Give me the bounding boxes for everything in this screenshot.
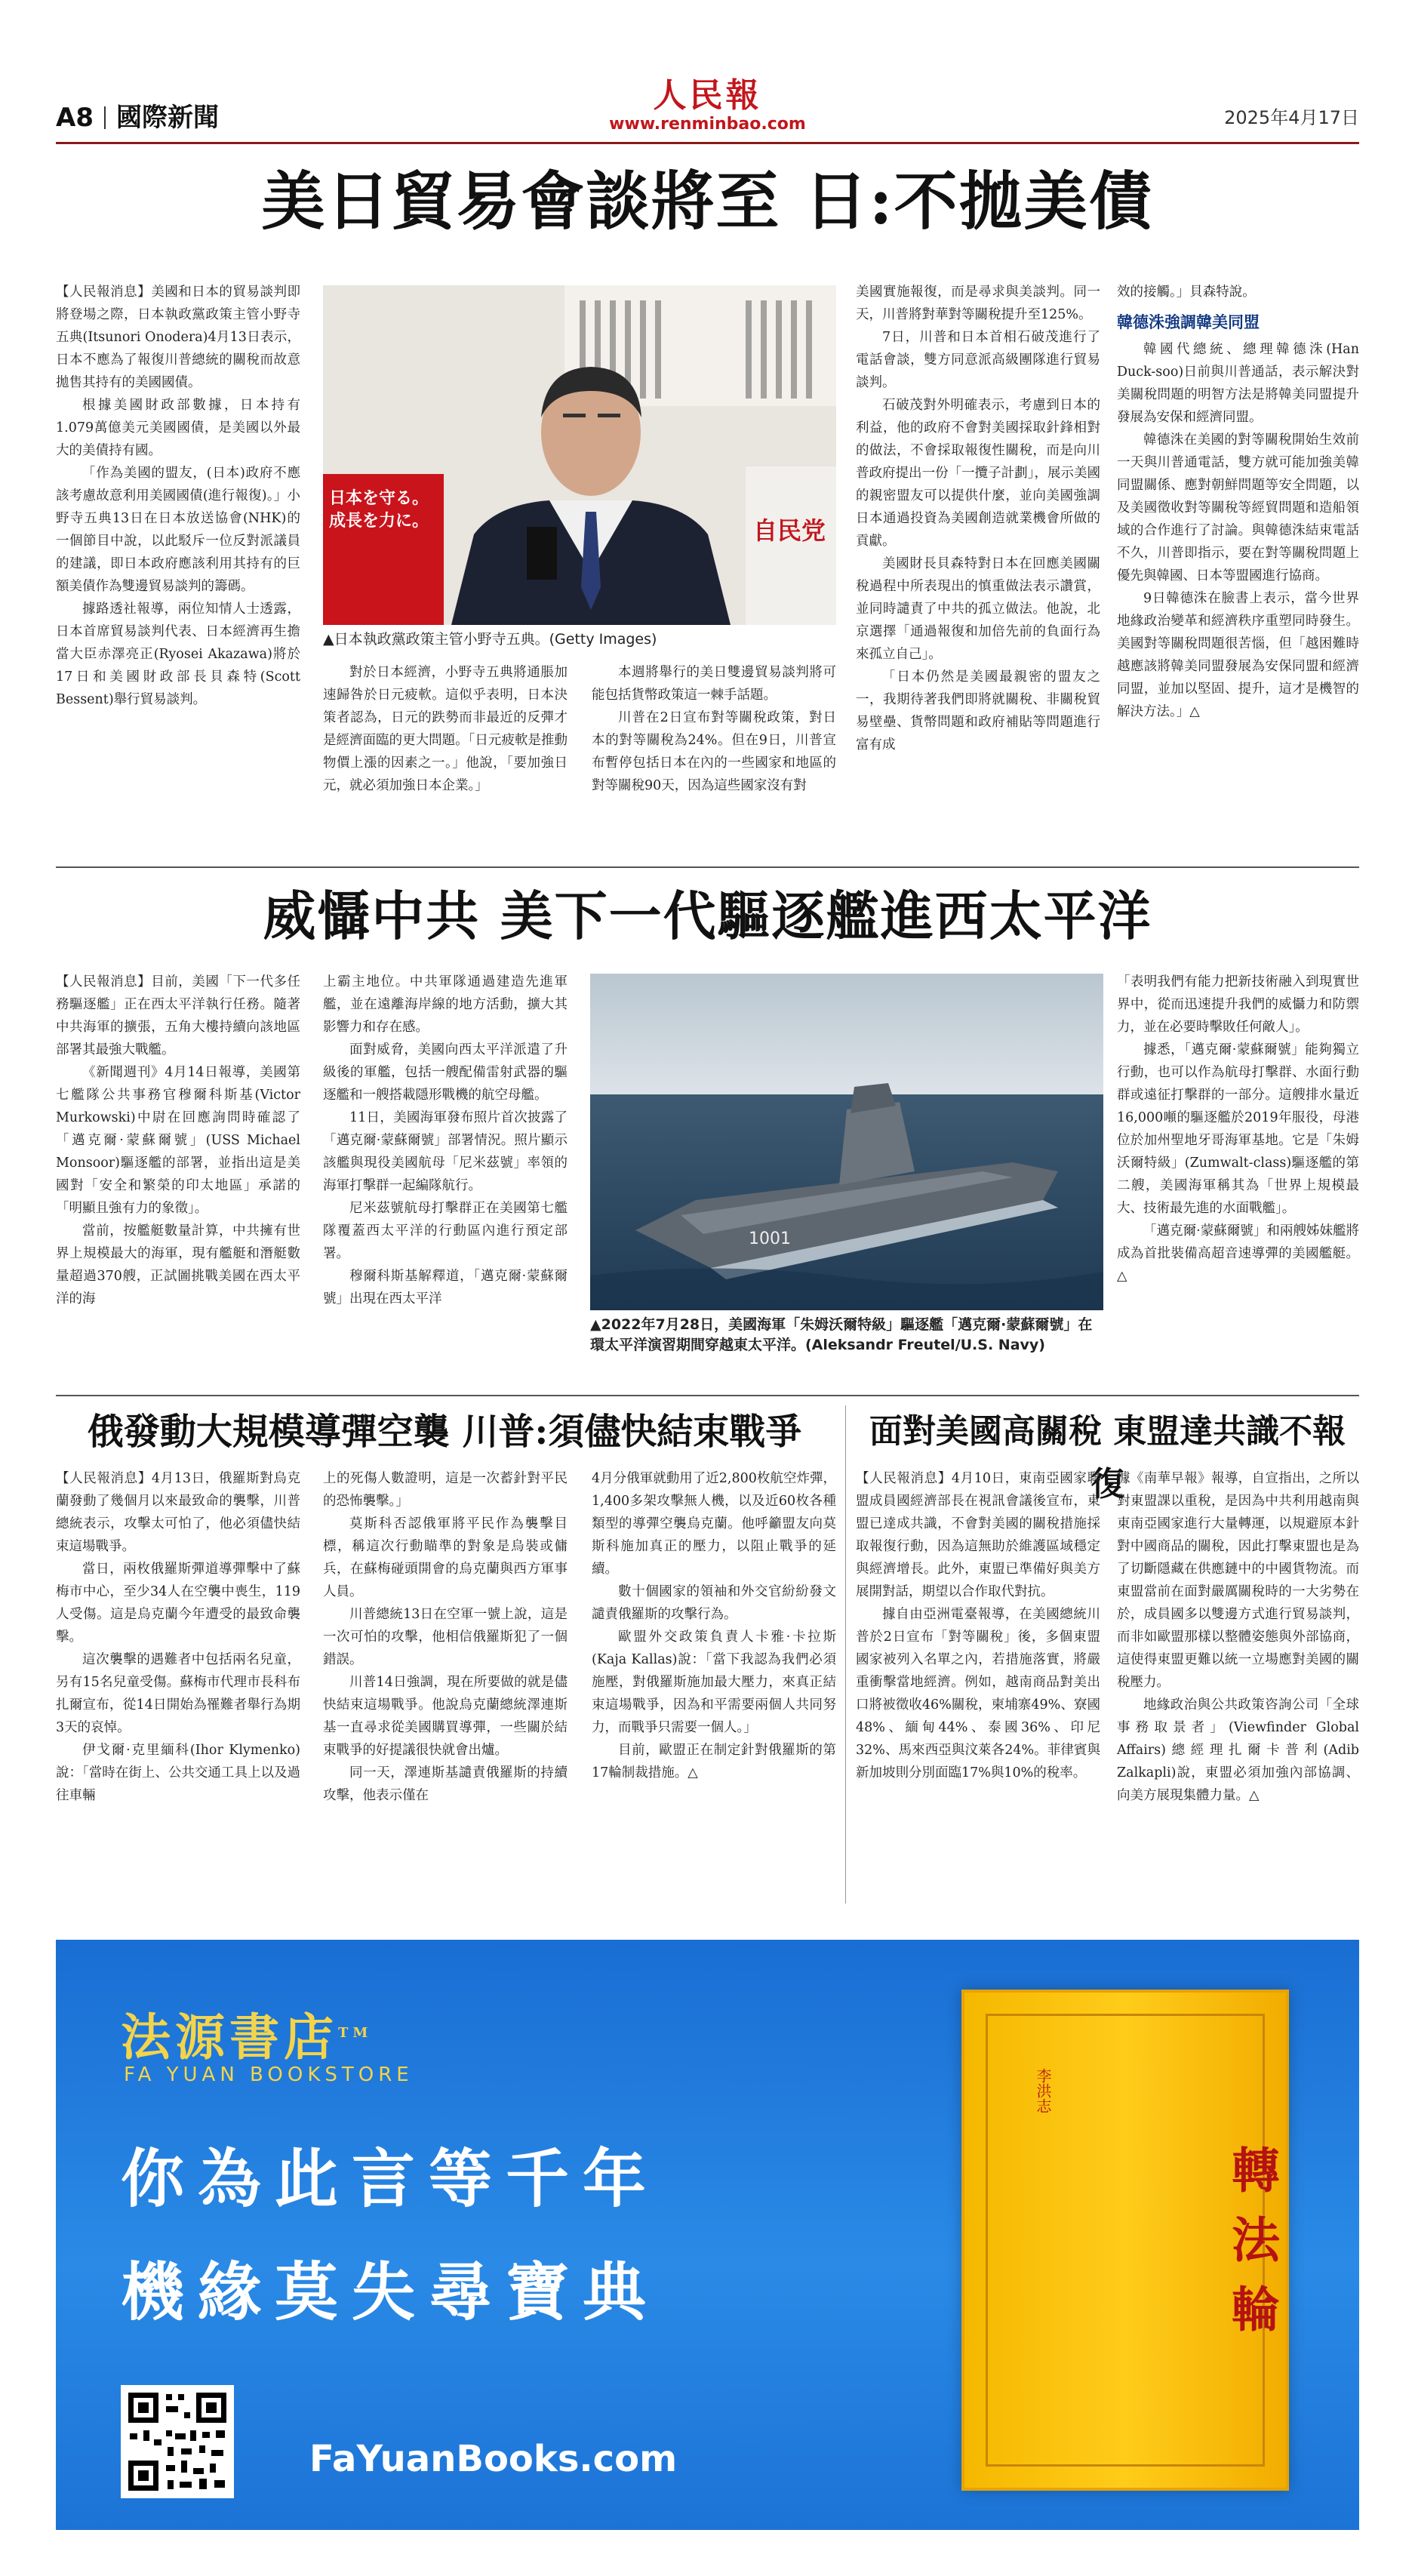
ad-website-link[interactable]: FaYuanBooks.com [309, 2438, 678, 2480]
masthead [604, 77, 811, 134]
article3-col2 [323, 1467, 568, 1807]
ad-brand-tm: TM [338, 2025, 373, 2041]
qr-code-graphic [121, 2385, 234, 2498]
article3-col1 [56, 1467, 300, 1807]
issue-date: 2025年4月17日 [1224, 107, 1359, 128]
header-divider [104, 106, 106, 129]
paragraph: 11日，美國海軍發布照片首次披露了「邁克爾·蒙蘇爾號」部署情況。照片顯示該艦與現役美國航母「尼米茲號」率領的海軍打擊群一起編隊航行。 [323, 1110, 568, 1193]
paragraph: 對於日本經濟，小野寺五典將通脹加速歸咎於日元疲軟。這似乎表明，日本決策者認為，日元的跌勢而非最近的反彈才是經濟面臨的更大問題。「日元疲軟是推動物價上漲的因素之一。」他說，「要加強日元，就必須加強日本企業。」 [323, 665, 568, 793]
paragraph: 上霸主地位。中共軍隊通過建造先進軍艦，並在遠離海岸線的地方活動，擴大其影響力和存在感。 [323, 974, 568, 1035]
article1-col3 [592, 661, 836, 797]
book-title: 轉法輪 [1223, 2145, 1280, 2353]
paragraph: 【人民報消息】美國和日本的貿易談判即將登場之際，日本執政黨政策主管小野寺五典(Itsunori Onodera)4月13日表示，日本不應為了報復川普總統的關稅而故意拋售其持有的美國國債。 [56, 285, 300, 390]
paragraph: 7日，川普和日本首相石破茂進行了電話會談，雙方同意派高級團隊進行貿易談判。 [856, 330, 1100, 390]
page-number: A8 [56, 103, 94, 133]
article1-col5 [1117, 281, 1359, 723]
paragraph: 歐盟外交政策負責人卡雅·卡拉斯(Kaja Kallas)說：「當下我認為我們必須施壓，對俄羅斯施加最大壓力，來真正結束這場戰爭，因為和平需要兩個人共同努力，而戰爭只需要一個人。」 [592, 1630, 836, 1735]
column-divider [845, 1405, 846, 1904]
paragraph: 【人民報消息】4月13日，俄羅斯對烏克蘭發動了幾個月以來最致命的襲擊，川普總統表示，攻擊太可怕了，他必須儘快結束這場戰爭。 [56, 1471, 300, 1554]
page-section-label [56, 97, 219, 134]
paragraph: 莫斯科否認俄軍將平民作為襲擊目標，稱這次行動瞄準的對象是烏裝或傭兵，在蘇梅碰頭開會的烏克蘭與西方軍事人員。 [323, 1516, 568, 1599]
ad-brand-zh: 法源書店 [121, 2008, 338, 2067]
paragraph: 韓德洙在美國的對等關稅開始生效前一天與川普通電話，雙方就可能加強美韓同盟關係、應對朝鮮問題等安全問題，以及美國徵收對等關稅等經貿問題和造船領域的合作進行了討論。與韓德洙結束電話不久，川普即指示，要在對等關稅問題上優先與韓國、日本等盟國進行協商。 [1117, 432, 1359, 583]
paragraph: 川普總統13日在空軍一號上說，這是一次可怕的攻擊，他相信俄羅斯犯了一個錯誤。 [323, 1607, 568, 1667]
masthead-logo: 人民報 [653, 76, 762, 115]
paragraph: 上的死傷人數證明，這是一次蓄針對平民的恐怖襲擊。」 [323, 1471, 568, 1509]
paragraph: 石破茂對外明確表示，考慮到日本的利益，他的政府不會對美國採取針鋒相對的做法，不會採取報復性關稅，而是向川普政府提出一份「一攬子計劃」，展示美國的親密盟友可以提供什麼，並向美國強調日本通過投資為美國創造就業機會所做的貢獻。 [856, 398, 1100, 549]
paragraph: 面對威脅，美國向西太平洋派遣了升級後的軍艦，包括一艘配備雷射武器的驅逐艦和一艘搭載隱形戰機的航空母艦。 [323, 1042, 568, 1103]
paragraph: 韓國代總統、總理韓德洙(Han Duck-soo)日前與川普通話，表示解決對美關稅問題的明智方法是將韓美同盟提升發展為安保和經濟同盟。 [1117, 342, 1359, 425]
article1-photo [323, 285, 836, 625]
article3-col3 [592, 1467, 836, 1784]
article2-photo [590, 974, 1103, 1310]
paragraph: 川普14日強調，現在所要做的就是儘快結束這場戰爭。他說烏克蘭總統澤連斯基一直尋求從美國購買導彈，一些關於結束戰爭的好提議很快就會出爐。 [323, 1675, 568, 1758]
paragraph: 伊戈爾·克里緬科(Ihor Klymenko)說：「當時在街上、公共交通工具上以及過往車輛 [56, 1743, 300, 1803]
photo-party-sign: 自民党 [753, 516, 826, 545]
paragraph: 川普在2日宣布對等關稅政策，對日本的對等關稅為24%。但在9日，川普宣布暫停包括日本在內的一些國家和地區的對等關稅90天，因為這些國家沒有對 [592, 710, 836, 793]
paragraph: 「表明我們有能力把新技術融入到現實世界中，從而迅速提升我們的威懾力和防禦力，並在必要時擊敗任何敵人」。 [1117, 974, 1359, 1035]
paragraph: 數十個國家的領袖和外交官紛紛發文譴責俄羅斯的攻擊行為。 [592, 1584, 836, 1622]
paragraph: 美國財長貝森特對日本在回應美國關稅過程中所表現出的慎重做法表示讚賞，並同時譴責了中共的孤立做法。他說，北京選擇「通過報復和加倍先前的負面行為來孤立自己」。 [856, 556, 1100, 662]
article2-col1 [56, 971, 300, 1310]
article1-photo-caption: ▲日本執政黨政策主管小野寺五典。(Getty Images) [323, 631, 657, 648]
paragraph: 當日，兩枚俄羅斯彈道導彈擊中了蘇梅市中心，至少34人在空襲中喪生，119人受傷。這是烏克蘭今年遭受的最致命襲擊。 [56, 1562, 300, 1645]
paragraph: 本週將舉行的美日雙邊貿易談判將可能包括貨幣政策這一棘手話題。 [592, 665, 836, 703]
photo-sign-line: 日本を守る。 [329, 489, 429, 508]
ad-brand-english: FA YUAN BOOKSTORE [124, 2064, 414, 2086]
paragraph: 據悉，「邁克爾·蒙蘇爾號」能夠獨立行動，也可以作為航母打擊群、水面行動群或遠征打擊群的一部分。這艘排水量近16,000噸的驅逐艦於2019年服役，母港位於加州聖地牙哥海軍基地。它是「朱姆沃爾特級」(Zumwalt-class)驅逐艦的第二艘，美國海軍稱其為「世界上規模最大、技術最先進的水面戰艦」。 [1117, 1042, 1359, 1216]
paragraph: 《新聞週刊》4月14日報導，美國第七艦隊公共事務官穆爾科斯基(Victor Murkowski)中尉在回應詢問時確認了「邁克爾·蒙蘇爾號」(USS Michael Monsoor)驅逐艦的部署，並指出這是美國對「安全和繁榮的印太地區」承諾的「明顯且強有力的象徵」。 [56, 1065, 300, 1216]
paragraph: 據《南華早報》報導，自宣指出，之所以對東盟課以重稅，是因為中共利用越南與東南亞國家進行大量轉運，以規避原本針對中國商品的關稅，因此打擊東盟也是為了切斷隱藏在供應鏈中的中國貨物流。而東盟當前在面對嚴厲關稅時的一大劣勢在於，成員國多以雙邊方式進行貿易談判，而非如歐盟那樣以整體姿態與外部協商，這使得東盟更難以統一立場應對美國的關稅壓力。 [1117, 1471, 1359, 1690]
paragraph: 效的接觸。」貝森特說。 [1117, 285, 1256, 300]
header-rule [56, 142, 1359, 144]
photo-sign-line: 成長を力に。 [329, 512, 429, 531]
paragraph: 同一天，澤連斯基譴責俄羅斯的持續攻擊，他表示僅在 [323, 1765, 568, 1803]
paragraph: 尼米茲號航母打擊群正在美國第七艦隊覆蓋西太平洋的行動區內進行預定部署。 [323, 1201, 568, 1261]
bookstore-advertisement[interactable] [56, 1940, 1359, 2530]
ad-slogan-line2: 機緣莫失尋寶典 [121, 2254, 660, 2329]
paragraph: 「日本仍然是美國最親密的盟友之一，我期待著我們即將就關稅、非關稅貿易壁壘、貨幣問題和政府補貼等問題進行富有成 [856, 669, 1100, 752]
paragraph: 【人民報消息】目前，美國「下一代多任務驅逐艦」正在西太平洋執行任務。隨著中共海軍的擴張，五角大樓持續向該地區部署其最強大戰艦。 [56, 974, 300, 1057]
paragraph: 根據美國財政部數據，日本持有1.079萬億美元美國國債，是美國以外最大的美債持有國。 [56, 398, 300, 458]
article3-headline: 俄發動大規模導彈空襲 川普:須儘快結束戰爭 [87, 1411, 802, 1453]
paragraph: 【人民報消息】4月10日，東南亞國家聯盟成員國經濟部長在視訊會議後宣布，東盟已達成共識，不會對美國的關稅措施採取報復行動，因為這無助於維護區域穩定與經濟增長。此外，東盟已準備好與美方展開對話，期望以合作取代對抗。 [856, 1471, 1100, 1599]
article1-headline: 美日貿易會談將至 日:不拋美債 [261, 164, 1154, 239]
ad-brand-name [121, 1997, 372, 2069]
paragraph: 美國實施報復，而是尋求與美談判。同一天，川普將對華對等關稅提升至125%。 [856, 285, 1100, 322]
section-name: 國際新聞 [115, 103, 219, 133]
hull-number: 1001 [749, 1230, 791, 1248]
article1-col4 [856, 281, 1100, 756]
photo-sign-text [329, 488, 442, 533]
paragraph: 9日韓德洙在臉書上表示，當今世界地緣政治變革和經濟秩序重塑同時發生。美國對等關稅問題很苦惱，但「越困難時越應該將韓美同盟發展為安保同盟和經濟同盟，並加以堅固、提升，這才是機智的解決方法。」△ [1117, 591, 1359, 719]
paragraph: 「作為美國的盟友，(日本)政府不應該考慮故意利用美國國債(進行報復)。」小野寺五典13日在日本放送協會(NHK)的一個節目中說，以此駁斥一位反對派議員的建議，即日本政府應該利用其持有的巨額美債作為雙邊貿易談判的籌碼。 [56, 466, 300, 594]
qr-code-icon[interactable] [121, 2385, 234, 2498]
masthead-url[interactable]: www.renminbao.com [609, 115, 806, 134]
article1-col1 [56, 281, 300, 711]
section-divider [56, 1395, 1359, 1396]
book-cover [961, 1990, 1289, 2491]
section-divider [56, 866, 1359, 868]
article1-subheading: 韓德洙強調韓美同盟 [1117, 312, 1260, 331]
article2-col3 [1117, 971, 1359, 1288]
paragraph: 4月分俄軍就動用了近2,800枚航空炸彈，1,400多架攻擊無人機，以及近60枚各種類型的導彈空襲烏克蘭。他呼籲盟友向莫斯科施加真正的壓力，以阻止戰爭的延續。 [592, 1471, 836, 1577]
paragraph: 地緣政治與公共政策咨詢公司「全球事務取景者」(Viewfinder Global Affairs)總經理扎爾卡普利(Adib Zalkapli)說，東盟必須加強內部協調、向美方展現集體力量。△ [1117, 1697, 1359, 1803]
article2-headline: 威懾中共 美下一代驅逐艦進西太平洋 [263, 885, 1152, 947]
book-author: 李洪志 [1034, 2068, 1052, 2113]
paragraph: 當前，按艦艇數量計算，中共擁有世界上規模最大的海軍，現有艦艇和潛艇數量超過370艘，正試圖挑戰美國在西太平洋的海 [56, 1223, 300, 1306]
destroyer-photo-illustration [590, 974, 1103, 1310]
article4-col1 [856, 1467, 1100, 1784]
article2-photo-caption: ▲2022年7月28日，美國海軍「朱姆沃爾特級」驅逐艦「邁克爾·蒙蘇爾號」在環太平洋演習期間穿越東太平洋。(Aleksandr Freutel/U.S. Navy) [590, 1316, 1093, 1353]
article2-col2 [323, 971, 568, 1310]
paragraph: 這次襲擊的遇難者中包括兩名兒童，另有15名兒童受傷。蘇梅市代理市長科布扎爾宣布，從14日開始為罹難者舉行為期3天的哀悼。 [56, 1652, 300, 1735]
paragraph: 據路透社報導，兩位知情人士透露，日本首席貿易談判代表、日本經濟再生擔當大臣赤澤亮正(Ryosei Akazawa)將於17日和美國財政部長貝森特(Scott Bessent)舉行貿易談判。 [56, 602, 300, 707]
paragraph: 目前，歐盟正在制定針對俄羅斯的第17輪制裁措施。△ [592, 1743, 836, 1780]
paragraph: 據自由亞洲電臺報導，在美國總統川普於2日宣布「對等關稅」後，多個東盟國家被列入名單之內，若措施落實，將嚴重衝擊當地經濟。例如，越南商品對美出口將被徵收46%關稅，柬埔寨49%、寮國48%、緬甸44%、泰國36%、印尼32%、馬來西亞與汶萊各24%。菲律賓與新加坡則分別面臨17%與10%的稅率。 [856, 1607, 1100, 1780]
paragraph: 「邁克爾·蒙蘇爾號」和兩艘姊妹艦將成為首批裝備高超音速導彈的美國艦艇。△ [1117, 1223, 1359, 1284]
paragraph: 穆爾科斯基解釋道，「邁克爾·蒙蘇爾號」出現在西太平洋 [323, 1269, 568, 1306]
article4-col2 [1117, 1467, 1359, 1807]
article4-headline: 面對美國高關稅 東盟達共識不報復 [869, 1412, 1346, 1503]
article1-col2 [323, 661, 568, 797]
ad-slogan-line1: 你為此言等千年 [121, 2141, 660, 2216]
onodera-photo-illustration [323, 285, 836, 625]
